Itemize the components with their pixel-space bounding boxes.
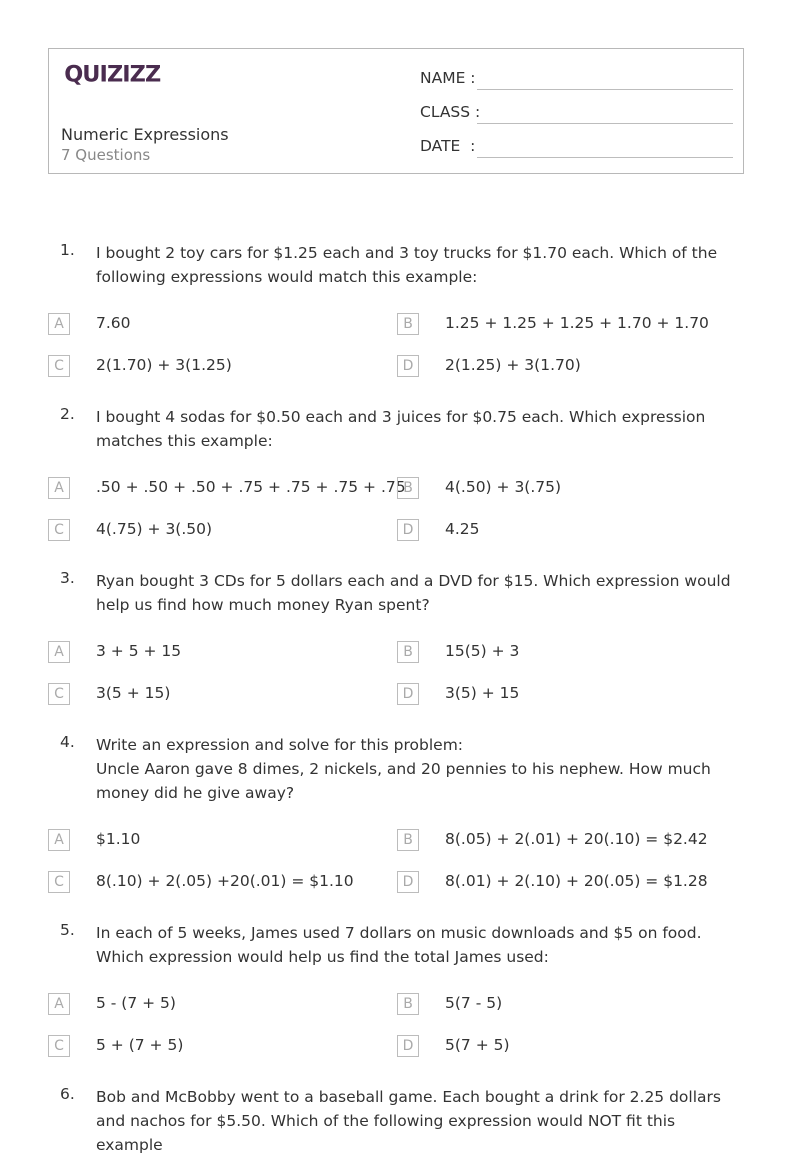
worksheet-header xyxy=(48,48,744,174)
option-letter: A xyxy=(48,641,70,663)
option-text: 4(.75) + 3(.50) xyxy=(96,520,213,538)
worksheet-title: Numeric Expressions xyxy=(61,125,229,144)
question-text-line: Write an expression and solve for this problem: xyxy=(96,736,464,754)
option-text: 3 + 5 + 15 xyxy=(96,642,182,660)
option-letter: D xyxy=(397,1035,419,1057)
option-text: 5 + (7 + 5) xyxy=(96,1036,184,1054)
option-text: 8(.05) + 2(.01) + 20(.10) = $2.42 xyxy=(445,830,708,848)
question-text-line: Ryan bought 3 CDs for 5 dollars each and a DVD for $15. Which expression would help us find how much money Ryan spent? xyxy=(96,572,731,614)
question-text-line: Bob and McBobby went to a baseball game. Each bought a drink for 2.25 dollars and nachos for $5.50. Which of the following expression would NOT fit this example xyxy=(96,1088,721,1154)
option-text: 8(.01) + 2(.10) + 20(.05) = $1.28 xyxy=(445,872,708,890)
option-text: 2(1.25) + 3(1.70) xyxy=(445,356,581,374)
logo-text: QUIZIZZ xyxy=(64,61,161,88)
option-text: 3(5 + 15) xyxy=(96,684,171,702)
question-text-line: In each of 5 weeks, James used 7 dollars on music downloads and $5 on food. Which expression would help us find the total James used: xyxy=(96,924,702,966)
option-text: 5 - (7 + 5) xyxy=(96,994,176,1012)
option-letter: C xyxy=(48,683,70,705)
option-text: 5(7 + 5) xyxy=(445,1036,510,1054)
question-number: 5. xyxy=(60,921,75,939)
option-text: 2(1.70) + 3(1.25) xyxy=(96,356,232,374)
option-letter: A xyxy=(48,829,70,851)
option-letter: D xyxy=(397,355,419,377)
option-text: 5(7 - 5) xyxy=(445,994,503,1012)
option-text: .50 + .50 + .50 + .75 + .75 + .75 + .75 xyxy=(96,478,406,496)
option-text: 3(5) + 15 xyxy=(445,684,520,702)
option-letter: D xyxy=(397,871,419,893)
question-text xyxy=(96,1085,746,1154)
question-text xyxy=(96,241,746,289)
option-letter: B xyxy=(397,641,419,663)
question-count: 7 Questions xyxy=(61,146,151,164)
option-letter: B xyxy=(397,993,419,1015)
name-label: NAME : xyxy=(420,69,476,87)
question-text xyxy=(96,405,746,453)
class-label: CLASS : xyxy=(420,103,481,121)
question-number: 2. xyxy=(60,405,75,423)
question-number: 4. xyxy=(60,733,75,751)
option-text: 8(.10) + 2(.05) +20(.01) = $1.10 xyxy=(96,872,354,890)
option-text: 7.60 xyxy=(96,314,131,332)
date-line[interactable] xyxy=(477,157,733,158)
option-text: $1.10 xyxy=(96,830,141,848)
name-line[interactable] xyxy=(477,89,733,90)
option-letter: B xyxy=(397,477,419,499)
option-letter: C xyxy=(48,355,70,377)
question-number: 3. xyxy=(60,569,75,587)
question-text-line: I bought 4 sodas for $0.50 each and 3 juices for $0.75 each. Which expression matches this example: xyxy=(96,408,706,450)
option-letter: A xyxy=(48,313,70,335)
quizizz-logo xyxy=(61,59,161,88)
option-letter: C xyxy=(48,519,70,541)
option-text: 4(.50) + 3(.75) xyxy=(445,478,562,496)
question-text xyxy=(96,921,746,969)
question-number: 1. xyxy=(60,241,75,259)
option-text: 15(5) + 3 xyxy=(445,642,520,660)
option-text: 4.25 xyxy=(445,520,480,538)
question-text-line: I bought 2 toy cars for $1.25 each and 3 toy trucks for $1.70 each. Which of the following expressions would match this example: xyxy=(96,244,718,286)
option-letter: A xyxy=(48,477,70,499)
option-letter: C xyxy=(48,1035,70,1057)
option-letter: D xyxy=(397,519,419,541)
date-label: DATE : xyxy=(420,137,476,155)
class-line[interactable] xyxy=(477,123,733,124)
question-text-line: Uncle Aaron gave 8 dimes, 2 nickels, and 20 pennies to his nephew. How much money did he give away? xyxy=(96,760,711,802)
option-letter: C xyxy=(48,871,70,893)
option-letter: B xyxy=(397,313,419,335)
option-letter: A xyxy=(48,993,70,1015)
option-letter: D xyxy=(397,683,419,705)
option-letter: B xyxy=(397,829,419,851)
question-text xyxy=(96,569,746,617)
question-number: 6. xyxy=(60,1085,75,1103)
question-text xyxy=(96,733,746,805)
option-text: 1.25 + 1.25 + 1.25 + 1.70 + 1.70 xyxy=(445,314,709,332)
